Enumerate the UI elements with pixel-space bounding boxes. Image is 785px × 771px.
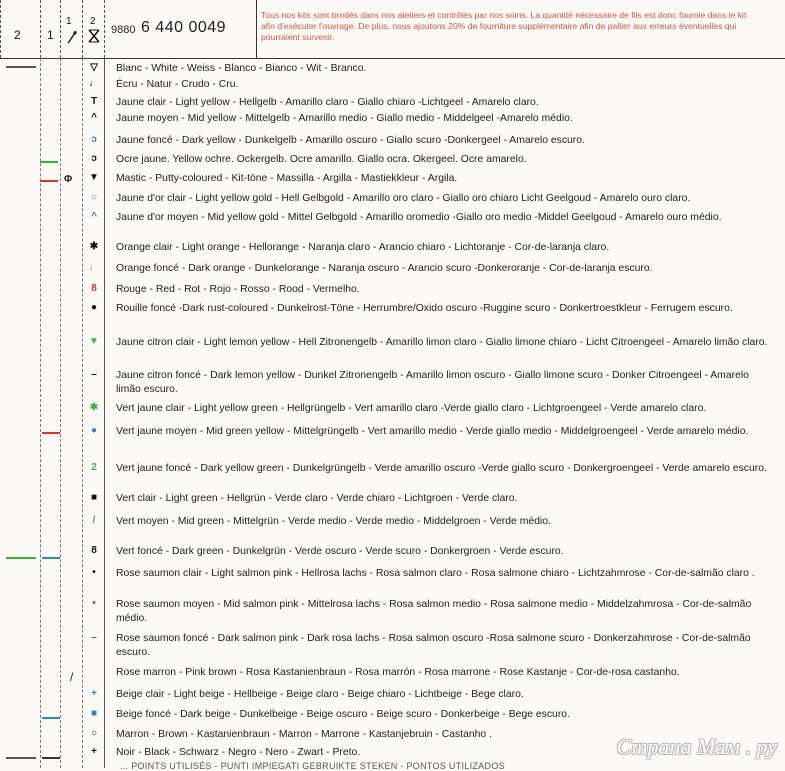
- color-name: Écru - Natur - Crudo - Cru.: [116, 79, 239, 90]
- color-name: Orange clair - Light orange - Hellorange - Naranja claro - Arancio chiaro - Lichtoranje - Cor-de-laranja claro.: [116, 242, 610, 253]
- color-name: Vert clair - Light green - Hellgrün - Verde claro - Verde chiaro - Lichtgroen - Verde claro.: [116, 493, 518, 504]
- color-name: Ocre jaune. Yellow ochre. Ockergelb. Ocre amarillo. Giallo ocra. Okergeel. Ocre amarelo.: [116, 154, 527, 165]
- color-name: Vert jaune foncé - Dark yellow green - Dunkelgrüngelb - Verde amarillo oscuro -Verde giallo scuro - Donkergroengeel - Verde amarelo escuro.: [116, 463, 767, 474]
- kit-code: 6 440 0049: [141, 19, 227, 36]
- needle-1-label: 1: [66, 16, 72, 27]
- color-name: Rose saumon clair - Light salmon pink - Hellrosa lachs - Rosa salmon claro - Rosa salmone chiaro - Lichtzahmrose - Cor-de-salmão claro .: [116, 568, 755, 579]
- stitch-symbol: +: [91, 688, 97, 699]
- stitch-symbol: ♩: [89, 78, 99, 89]
- color-name: Marron - Brown - Kastanienbraun - Marron - Marrone - Kastanjebruin - Castanho .: [116, 729, 492, 740]
- stitch-symbol: ▼: [89, 336, 99, 347]
- stitch-mark-red: [42, 432, 60, 434]
- color-name: Jaune citron foncé - Dark lemon yellow - Dunkel Zitronengelb - Amarillo limon oscuro - Giallo limone scuro - Donker Citroengeel - Amarelo limão escuro.: [116, 370, 749, 395]
- header-cell-border: [40, 0, 41, 58]
- color-name: Jaune clair - Light yellow - Hellgelb - Amarillo claro - Giallo chiaro -Lichtgeel - Amarelo claro.: [116, 97, 539, 108]
- column-divider: [60, 58, 61, 768]
- color-name: Noir - Black - Schwarz - Negro - Nero - Zwart - Preto.: [116, 747, 361, 758]
- cross-stitch-icon: [87, 28, 101, 47]
- table-header: [0, 0, 785, 59]
- stitch-mark-green: [6, 557, 36, 559]
- column-divider: [82, 58, 83, 768]
- stitch-symbol: •: [92, 598, 96, 609]
- stitch-symbol: ■: [90, 708, 98, 719]
- color-name: Orange foncé - Dark orange - Dunkelorange - Naranja oscuro - Arancio scuro -Donkeroranje - Cor-de-laranja escuro.: [116, 263, 653, 274]
- needle-2-label: 2: [90, 16, 96, 27]
- color-name: Rose marron - Pink brown - Rosa Kastanienbraun - Rosa marrón - Rosa marrone - Rose Kastanje - Cor-de-rosa castanho.: [116, 667, 680, 678]
- color-name: Blanc - White - Weiss - Blanco - Bianco - Wit - Branco.: [116, 63, 367, 74]
- color-name: Vert foncé - Dark green - Dunkelgrün - Verde oscuro - Verde scuro - Donkergroen - Verde escuro.: [116, 546, 564, 557]
- color-name: Vert jaune clair - Light yellow green - Hellgrüngelb - Vert amarillo claro -Verde giallo claro - Lichtgroengeel - Verde amarelo claro.: [116, 403, 707, 414]
- stitch-symbol: /: [92, 515, 96, 526]
- backstitch-icon: [66, 30, 78, 47]
- stitch-symbol: ▼: [89, 172, 99, 183]
- stitch-symbol: –: [91, 369, 97, 380]
- stitch-mark-green: [40, 161, 58, 163]
- stitch-mark-gray: [6, 757, 36, 759]
- color-name: Mastic - Putty-coloured - Kit-töne - Massilla - Argilla - Mastiekkleur - Argila.: [116, 173, 458, 184]
- header-cell-border: [256, 0, 257, 58]
- color-name: Jaune foncé - Dark yellow - Dunkelgelb - Amarillo oscuro - Giallo scuro -Donkergeel - Amarelo escuro.: [116, 135, 585, 146]
- color-name: Jaune citron clair - Light lemon yellow - Hell Zitronengelb - Amarillo limon claro - Giallo limone chiaro - Licht Citroengeel - Amarelo limão claro.: [116, 337, 768, 348]
- stitch-symbol: ○: [90, 728, 98, 739]
- color-name: Rose saumon moyen - Mid salmon pink - Mittelrosa lachs - Rosa salmon medio - Rosa salmone medio - Middelzahmrosa - Cor-de-salmão médio.: [116, 599, 752, 624]
- stitch-symbol: 2: [91, 462, 97, 473]
- header-cell-border: [0, 0, 1, 58]
- color-name: Jaune moyen - Mid yellow - Mittelgelb - Amarillo medio - Giallo medio - Middelgeel -Amarelo médio.: [116, 113, 573, 124]
- stitch-symbol: +: [91, 746, 97, 757]
- stitch-symbol: ↄ: [91, 134, 97, 145]
- color-name: Vert moyen - Mid green - Mittelgrün - Verde medio - Verde medio - Middelgroen - Verde médio.: [116, 516, 551, 527]
- stitch-symbol: ●: [90, 302, 98, 313]
- header-note: Tous nos kits sont brodés dans nos ateliers et contrôlés par nos soins. La quantité nécessaire de fils est donc fournie dans le kit afin d'exécuter l'ouvrage. De plus, nous ajoutons 20% de fourniture supplémentaire afin de pallier aux erreurs éventuelles qui pourraient survenir.: [261, 10, 747, 42]
- stitch-symbol: ○: [90, 192, 98, 203]
- color-name: Rouille foncé -Dark rust-coloured - Dunkelrost-Töne - Herrumbre/Oxido oscuro -Ruggine scuro - Donkertroestkleur - Ferrugem escuro.: [116, 303, 733, 314]
- color-name: Rose saumon foncé - Dark salmon pink - Dark rosa lachs - Rosa salmon oscuro -Rosa salmone scuro - Donkerzahmrose - Cor-de-salmão escuro.: [116, 633, 751, 658]
- stitch-symbol: ●: [90, 425, 98, 436]
- color-name: Jaune d'or moyen - Mid yellow gold - Mittel Gelbgold - Amarillo oromedio -Giallo oro medio -Middel Geelgoud - Amarelo ouro médio.: [116, 212, 722, 223]
- column-divider: [104, 58, 105, 768]
- column-1-label: 1: [47, 28, 54, 42]
- color-name: Jaune d'or clair - Light yellow gold - Hell Gelbgold - Amarillo oro claro - Giallo oro chiaro Licht Geelgoud - Amarelo ouro claro.: [116, 193, 691, 204]
- column-2-label: 2: [14, 28, 21, 42]
- header-cell-border: [82, 0, 83, 58]
- stitch-symbol: ✱: [89, 402, 99, 413]
- color-name: Vert jaune moyen - Mid green yellow - Mittelgrüngelb - Vert amarillo medio - Verde giallo medio - Middelgroengeel - Verde amarelo médio.: [116, 426, 749, 437]
- stitch-symbol: ▽: [90, 62, 98, 73]
- stitch-symbol: ^: [91, 211, 97, 222]
- stitch-symbol: –: [91, 632, 97, 643]
- stitch-mark-blue: [42, 557, 60, 559]
- stitch-mark-blue: [42, 717, 60, 719]
- phi-symbol: Φ: [64, 174, 73, 185]
- header-cell-border: [60, 0, 61, 58]
- stitch-symbol: T: [90, 96, 98, 107]
- column-divider: [40, 58, 41, 768]
- color-name: Beige clair - Light beige - Hellbeige - Beige claro - Beige chiaro - Lichtbeige - Bege claro.: [116, 689, 524, 700]
- stitch-symbol: ✱: [89, 241, 99, 252]
- footer-text: ... POINTS UTILISÉS - PUNTI IMPIEGATI GEBRUIKTE STEKEN - PONTOS UTILIZADOS: [120, 761, 505, 771]
- stitch-mark-gray: [6, 66, 36, 68]
- kit-code-prefix: 9880: [111, 24, 136, 36]
- color-name: Rouge - Red - Rot - Rojo - Rosso - Rood - Vermelho.: [116, 284, 360, 295]
- stitch-mark-black: [42, 757, 60, 759]
- stitch-symbol: •: [92, 567, 96, 578]
- slash-symbol: /: [70, 670, 74, 684]
- stitch-symbol: ♩: [89, 262, 99, 273]
- watermark: Страна Мам . ру: [616, 734, 777, 759]
- stitch-symbol: 8: [91, 283, 97, 294]
- header-cell-border: [104, 0, 105, 58]
- stitch-symbol: ↄ: [91, 153, 97, 164]
- stitch-symbol: ■: [90, 492, 98, 503]
- stitch-symbol: 8: [91, 545, 97, 556]
- stitch-mark-red: [40, 180, 58, 182]
- color-name: Beige foncé - Dark beige - Dunkelbeige - Beige oscuro - Beige scuro - Donkerbeige - Bege escuro.: [116, 709, 570, 720]
- stitch-symbol: ^: [91, 112, 97, 123]
